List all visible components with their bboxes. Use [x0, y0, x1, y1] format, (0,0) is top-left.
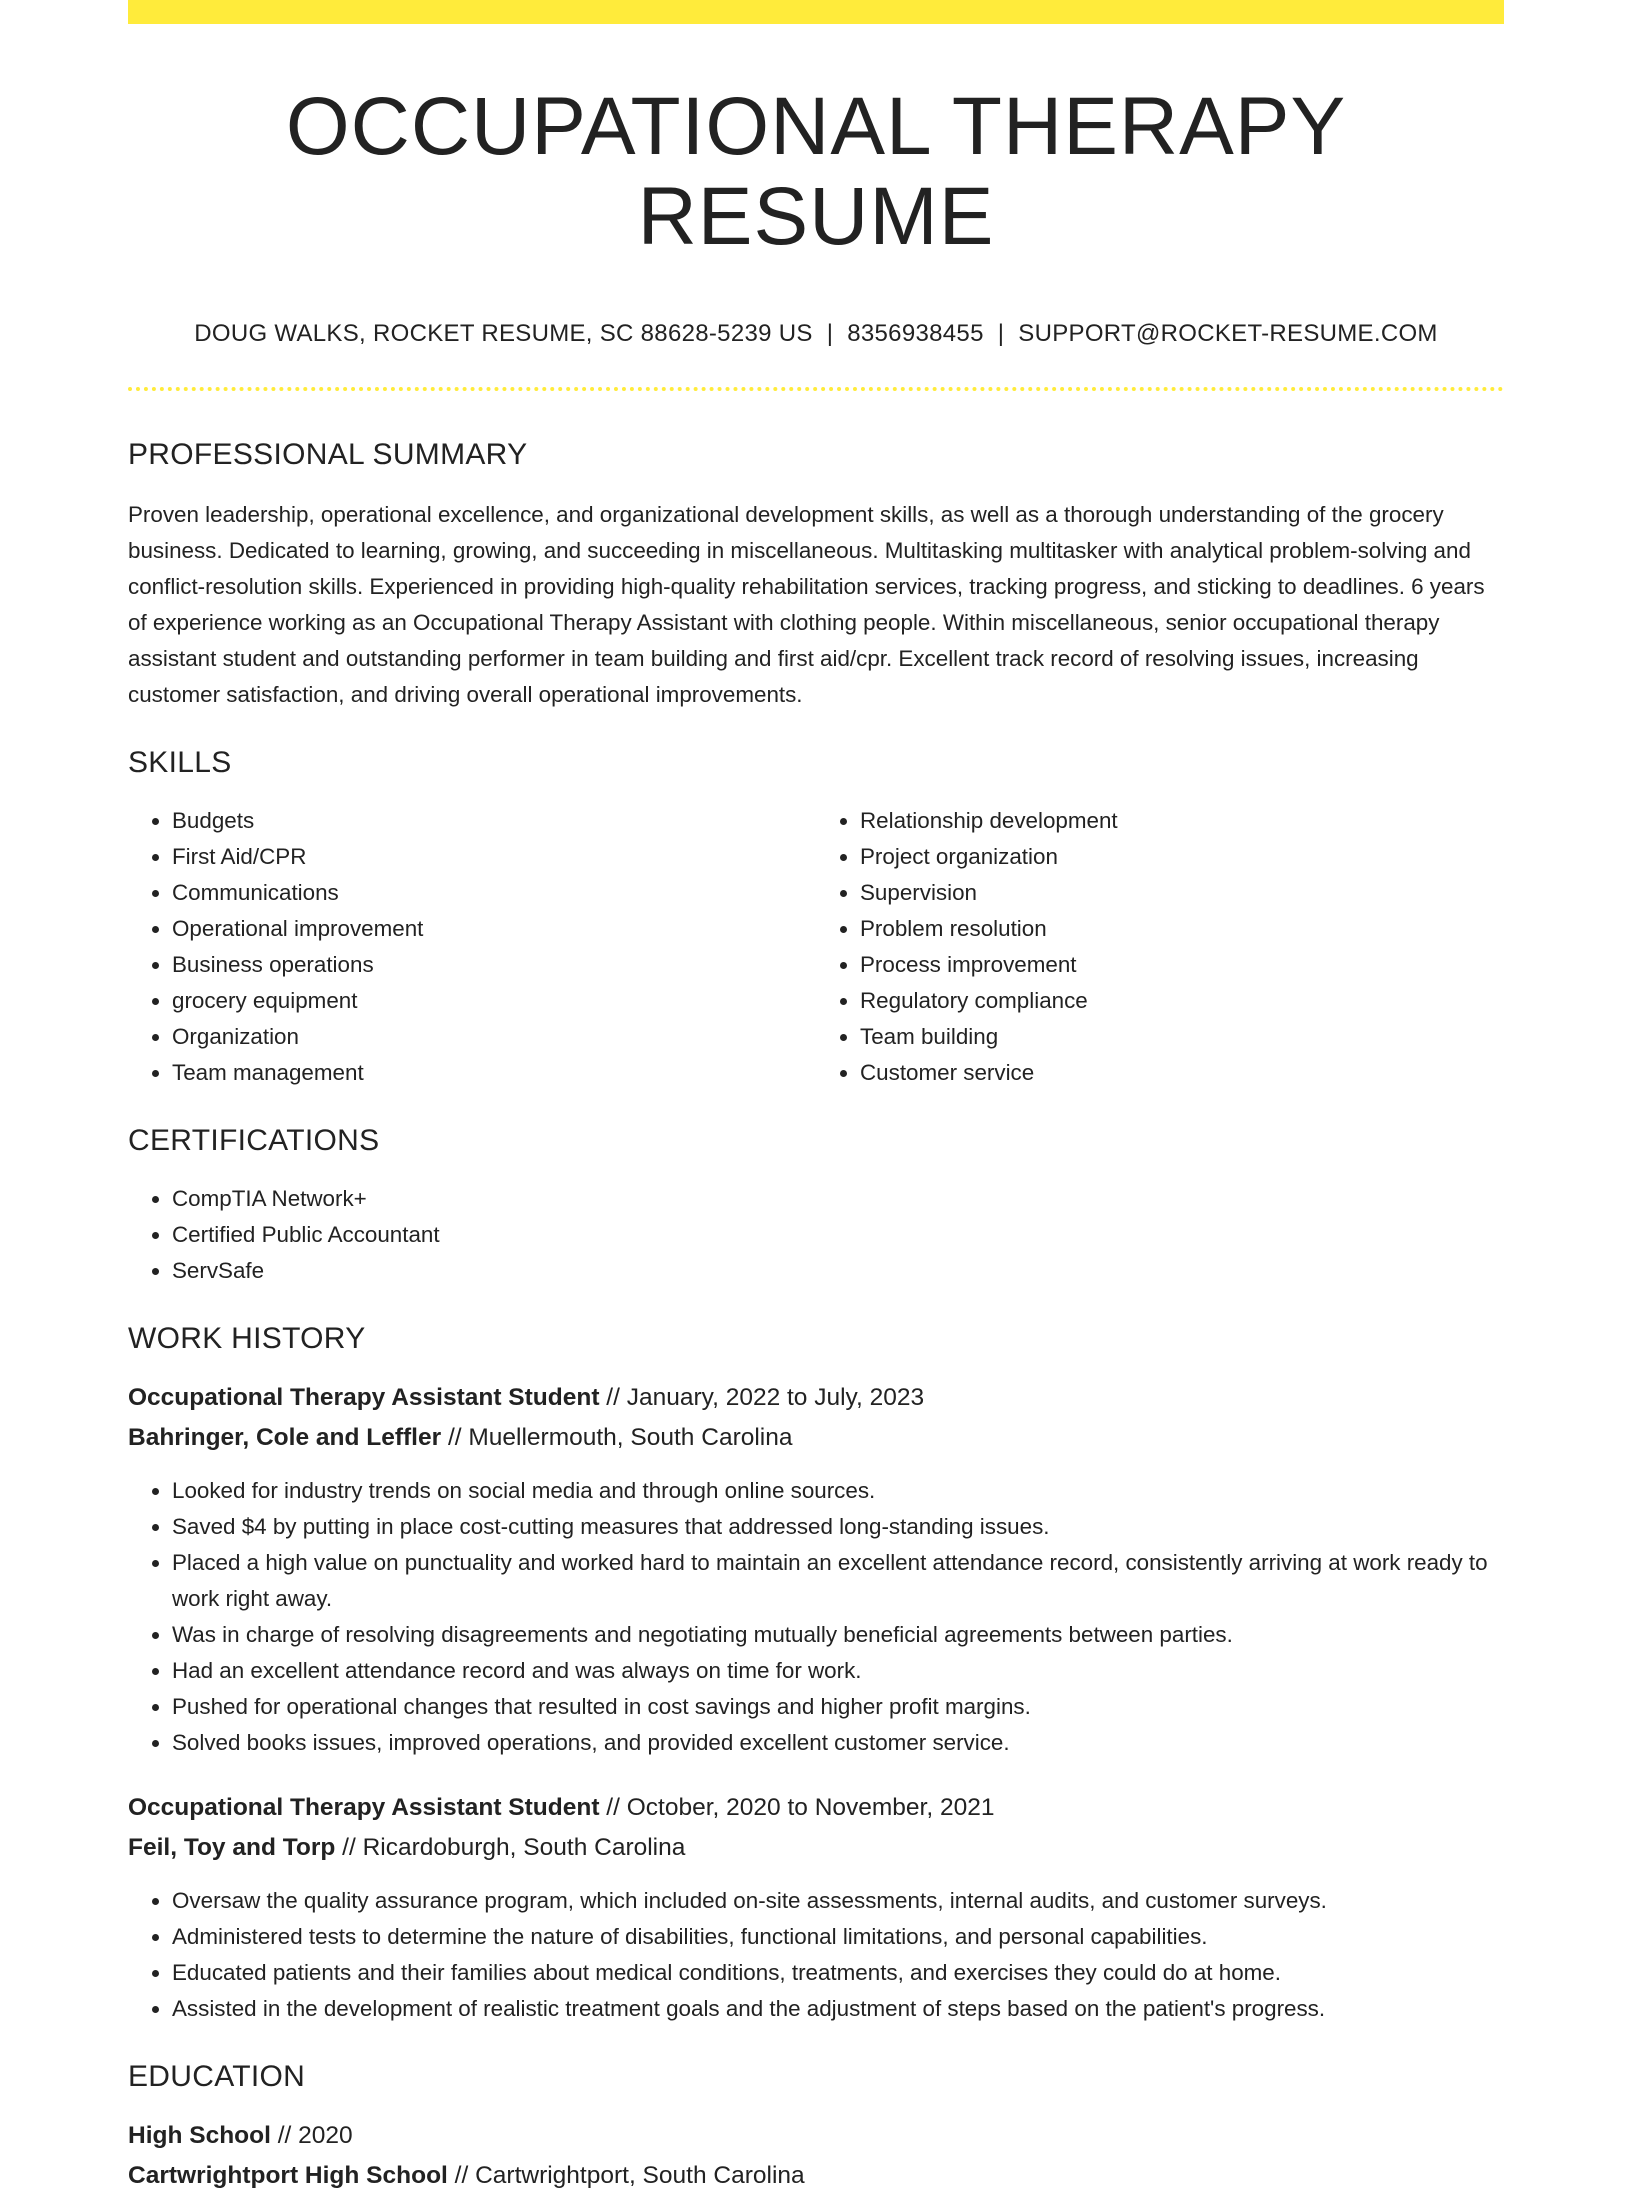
field-separator: // [606, 1794, 620, 1822]
contact-email: SUPPORT@ROCKET-RESUME.COM [1018, 320, 1438, 348]
job-bullet: • Assisted in the development of realistic treatment goals and the adjustment of steps based on the patient's progress. [172, 1991, 1504, 2027]
skill-item: • grocery equipment [172, 983, 816, 1019]
certification-item: • Certified Public Accountant [172, 1217, 1504, 1253]
certifications-list [128, 1181, 1504, 1289]
certification-item: • ServSafe [172, 1253, 1504, 1289]
skill-item: • Operational improvement [172, 911, 816, 947]
skill-item: • Supervision [860, 875, 1504, 911]
job-title-line [128, 1791, 1504, 1825]
job-entry [128, 1791, 1504, 2027]
skill-item: • Team management [172, 1055, 816, 1091]
job-location: Muellermouth, South Carolina [468, 1424, 793, 1452]
education-degree-line [128, 2119, 1504, 2153]
skills-left-list [128, 803, 816, 1091]
job-bullet: • Administered tests to determine the nature of disabilities, functional limitations, and personal capabilities. [172, 1919, 1504, 1955]
job-company: Bahringer, Cole and Leffler [128, 1424, 442, 1452]
contact-address: DOUG WALKS, ROCKET RESUME, SC 88628-5239 US [194, 320, 813, 348]
skill-item: • Relationship development [860, 803, 1504, 839]
page-title: OCCUPATIONAL THERAPY RESUME [285, 81, 1347, 263]
field-separator: // [277, 2122, 292, 2150]
skill-item: • Customer service [860, 1055, 1504, 1091]
summary-heading: PROFESSIONAL SUMMARY [128, 438, 528, 472]
skill-item: • First Aid/CPR [172, 839, 816, 875]
education-location: Cartwrightport, South Carolina [475, 2162, 805, 2190]
skill-item: • Team building [860, 1019, 1504, 1055]
field-separator: // [342, 1834, 356, 1862]
job-title: Occupational Therapy Assistant Student [128, 1384, 600, 1412]
skill-item: • Business operations [172, 947, 816, 983]
skills-heading: SKILLS [128, 746, 232, 780]
job-bullet: • Pushed for operational changes that resulted in cost savings and higher profit margins. [172, 1689, 1504, 1725]
job-bullet: • Had an excellent attendance record and was always on time for work. [172, 1653, 1504, 1689]
dotted-divider [128, 387, 1504, 391]
education-degree: High School [128, 2122, 271, 2150]
skill-item: • Project organization [860, 839, 1504, 875]
job-entry [128, 1381, 1504, 1761]
job-company: Feil, Toy and Torp [128, 1834, 336, 1862]
education-heading: EDUCATION [128, 2060, 306, 2094]
contact-line [128, 320, 1504, 349]
job-bullet: • Placed a high value on punctuality and worked hard to maintain an excellent attendance record, consistently arriving at work ready to work right away. [172, 1545, 1504, 1617]
job-company-line [128, 1831, 1504, 1865]
job-bullet: • Educated patients and their families about medical conditions, treatments, and exercises they could do at home. [172, 1955, 1504, 1991]
work-history-heading: WORK HISTORY [128, 1322, 366, 1356]
contact-separator: | [997, 320, 1005, 348]
education-school: Cartwrightport High School [128, 2162, 448, 2190]
skills-columns [128, 803, 1504, 1091]
skill-item: • Communications [172, 875, 816, 911]
skill-item: • Organization [172, 1019, 816, 1055]
job-dates: October, 2020 to November, 2021 [626, 1794, 995, 1822]
job-bullet: • Looked for industry trends on social media and through online sources. [172, 1473, 1504, 1509]
skill-item: • Budgets [172, 803, 816, 839]
field-separator: // [454, 2162, 469, 2190]
skill-item: • Problem resolution [860, 911, 1504, 947]
job-bullet: • Solved books issues, improved operations, and provided excellent customer service. [172, 1725, 1504, 1761]
certifications-heading: CERTIFICATIONS [128, 1124, 380, 1158]
job-company-line [128, 1421, 1504, 1455]
job-title: Occupational Therapy Assistant Student [128, 1794, 600, 1822]
skills-right-list [816, 803, 1504, 1091]
resume-page [128, 0, 1504, 2193]
education-school-line [128, 2159, 1504, 2193]
job-location: Ricardoburgh, South Carolina [362, 1834, 686, 1862]
contact-separator: | [826, 320, 834, 348]
field-separator: // [606, 1384, 620, 1412]
job-bullet-list [128, 1883, 1504, 2027]
job-bullet: • Was in charge of resolving disagreements and negotiating mutually beneficial agreements between parties. [172, 1617, 1504, 1653]
field-separator: // [447, 1424, 462, 1452]
summary-text: Proven leadership, operational excellence, and organizational development skills, as well as a thorough understanding of the grocery business. Dedicated to learning, growing, and succeeding in miscellaneous. Multitasking multitasker with analytical problem-solving and conflict-resolution skills. Experienced in providing high-quality rehabilitation services, tracking progress, and sticking to deadlines. 6 years of experience working as an Occupational Therapy Assistant with clothing people. Within miscellaneous, senior occupational therapy assistant student and outstanding performer in team building and first aid/cpr. Excellent track record of resolving issues, increasing customer satisfaction, and driving overall operational improvements. [128, 502, 1485, 708]
education-year: 2020 [298, 2122, 353, 2150]
top-accent-bar [128, 0, 1504, 24]
contact-phone: 8356938455 [847, 320, 984, 348]
job-dates: January, 2022 to July, 2023 [626, 1384, 925, 1412]
skill-item: • Process improvement [860, 947, 1504, 983]
job-title-line [128, 1381, 1504, 1415]
job-bullet: • Oversaw the quality assurance program, which included on-site assessments, internal audits, and customer surveys. [172, 1883, 1504, 1919]
job-bullet: • Saved $4 by putting in place cost-cutting measures that addressed long-standing issues. [172, 1509, 1504, 1545]
certification-item: • CompTIA Network+ [172, 1181, 1504, 1217]
job-bullet-list [128, 1473, 1504, 1761]
skill-item: • Regulatory compliance [860, 983, 1504, 1019]
